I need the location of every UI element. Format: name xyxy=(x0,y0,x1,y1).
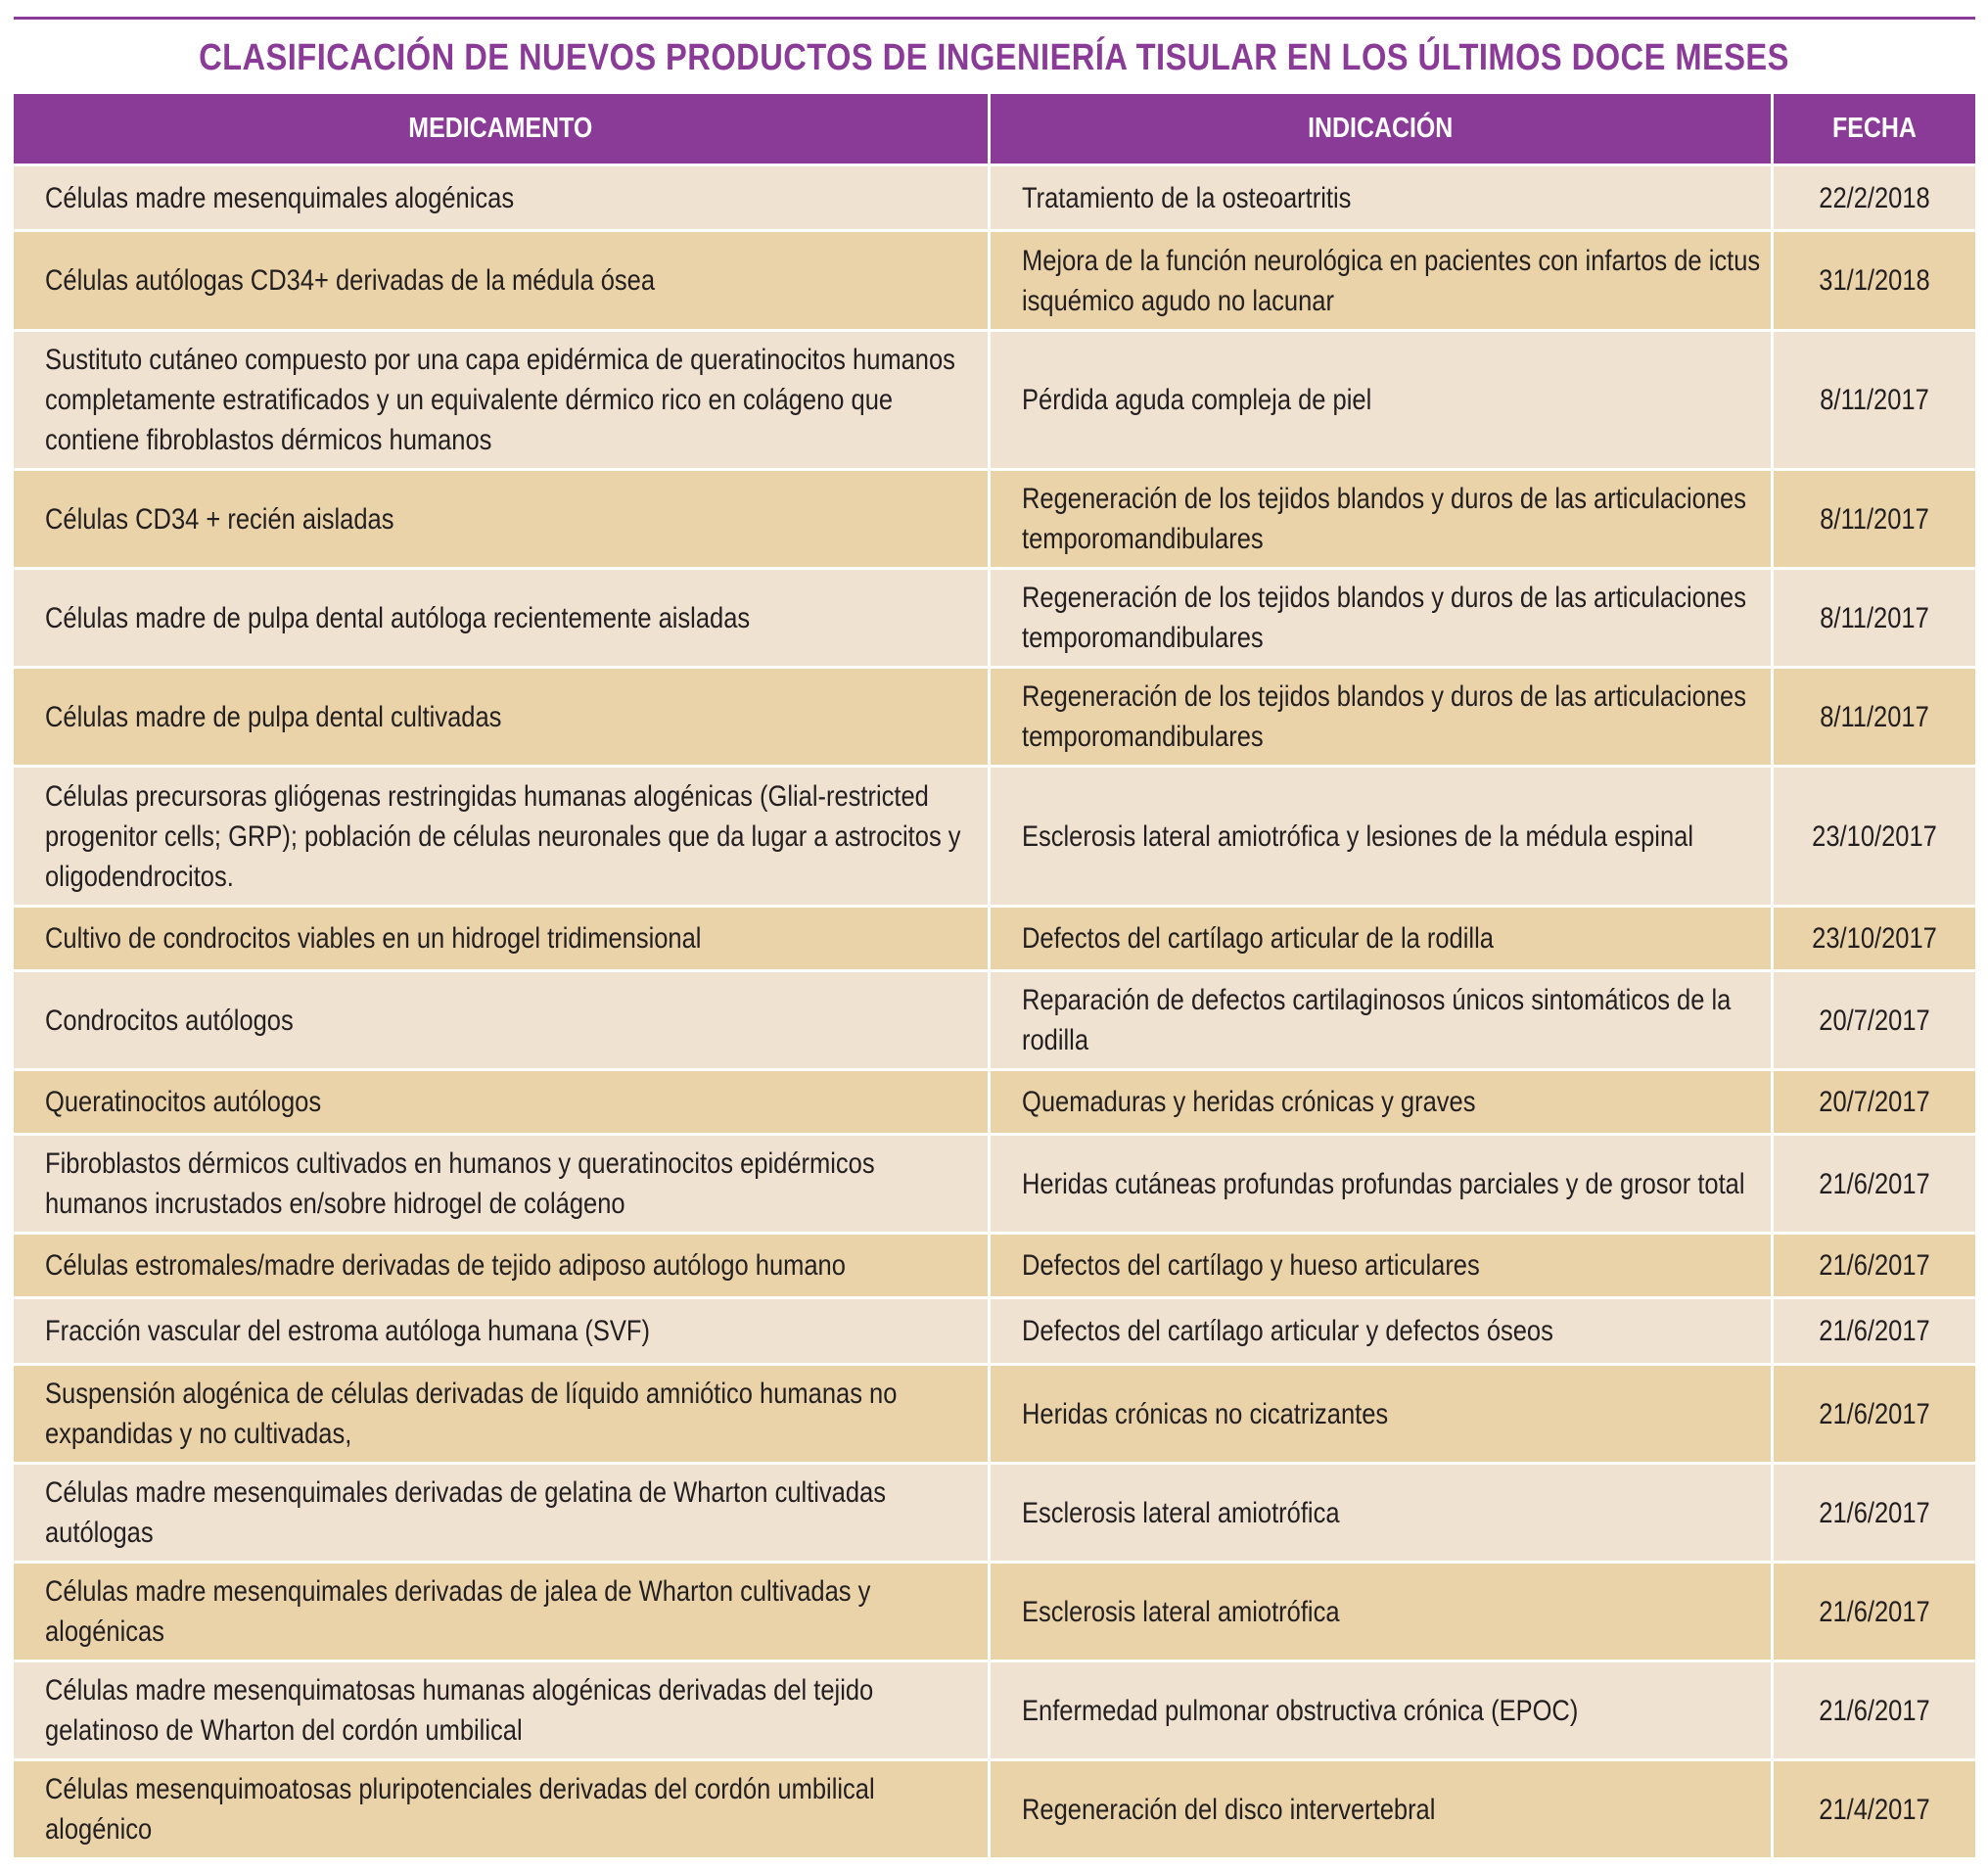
cell-text: Pérdida aguda compleja de piel xyxy=(1022,384,1372,416)
table-row xyxy=(14,1071,1975,1136)
header-indicacion-label: INDICACIÓN xyxy=(1308,113,1454,144)
cell-fecha xyxy=(1774,570,1975,669)
cell-indicacion xyxy=(991,1071,1774,1136)
cell-medicamento xyxy=(14,232,991,332)
cell-fecha xyxy=(1774,1564,1975,1662)
cell-text: Esclerosis lateral amiotrófica xyxy=(1022,1496,1340,1529)
cell-text: Queratinocitos autólogos xyxy=(45,1086,322,1118)
cell-medicamento xyxy=(14,1299,991,1366)
cell-text: Esclerosis lateral amiotrófica y lesiones de la médula espinal xyxy=(1022,819,1694,853)
table-row xyxy=(14,166,1975,232)
cell-text: Cultivo de condrocitos viables en un hidrogel tridimensional xyxy=(45,922,702,955)
table-row xyxy=(14,570,1975,669)
cell-indicacion xyxy=(991,166,1774,232)
cell-indicacion xyxy=(991,669,1774,768)
cell-text: Quemaduras y heridas crónicas y graves xyxy=(1022,1086,1476,1118)
cell-fecha xyxy=(1774,669,1975,768)
cell-fecha xyxy=(1774,1366,1975,1465)
cell-text: Células madre mesenquimales derivadas de gelatina de Wharton cultivadas autólogas xyxy=(45,1476,886,1549)
header-indicacion xyxy=(991,94,1774,166)
table-row xyxy=(14,471,1975,570)
cell-medicamento xyxy=(14,669,991,768)
cell-medicamento xyxy=(14,332,991,471)
cell-fecha xyxy=(1774,1761,1975,1860)
cell-text: Esclerosis lateral amiotrófica xyxy=(1022,1595,1340,1628)
cell-text: 8/11/2017 xyxy=(1820,601,1929,634)
cell-text: Células madre mesenquimales derivadas de jalea de Wharton cultivadas y alogénicas xyxy=(45,1575,871,1648)
cell-text: 20/7/2017 xyxy=(1819,1086,1930,1118)
cell-text: Reparación de defectos cartilaginosos únicos sintomáticos de la rodilla xyxy=(1022,984,1732,1056)
cell-text: Fibroblastos dérmicos cultivados en humanos y queratinocitos epidérmicos humanos incrustados en/sobre hidrogel de colágeno xyxy=(45,1147,875,1220)
cell-text: Fracción vascular del estroma autóloga humana (SVF) xyxy=(45,1315,650,1347)
cell-text: Células autólogas CD34+ derivadas de la médula ósea xyxy=(45,264,656,297)
table-row xyxy=(14,1465,1975,1564)
cell-fecha xyxy=(1774,232,1975,332)
cell-text: 21/6/2017 xyxy=(1819,1397,1930,1430)
cell-indicacion xyxy=(991,1564,1774,1662)
cell-text: Tratamiento de la osteoartritis xyxy=(1022,181,1352,214)
page-title: CLASIFICACIÓN DE NUEVOS PRODUCTOS DE INGENIERÍA TISULAR EN LOS ÚLTIMOS DOCE MESES xyxy=(199,37,1789,78)
cell-text: Heridas cutáneas profundas profundas parciales y de grosor total xyxy=(1022,1167,1745,1200)
cell-text: Células madre mesenquimales alogénicas xyxy=(45,181,515,214)
cell-fecha xyxy=(1774,1071,1975,1136)
cell-text: 23/10/2017 xyxy=(1812,922,1937,955)
products-table xyxy=(14,94,1975,1860)
cell-text: Células madre mesenquimatosas humanas alogénicas derivadas del tejido gelatinoso de Wharton del cordón umbilical xyxy=(45,1674,874,1747)
cell-medicamento xyxy=(14,908,991,972)
table-row xyxy=(14,1564,1975,1662)
cell-text: 8/11/2017 xyxy=(1820,384,1929,416)
cell-text: 21/4/2017 xyxy=(1819,1793,1930,1826)
cell-text: Regeneración del disco intervertebral xyxy=(1022,1793,1436,1826)
header-medicamento-label: MEDICAMENTO xyxy=(408,113,593,144)
cell-fecha xyxy=(1774,972,1975,1071)
cell-fecha xyxy=(1774,471,1975,570)
cell-fecha xyxy=(1774,908,1975,972)
cell-text: Condrocitos autólogos xyxy=(45,1004,294,1037)
cell-text: Células mesenquimoatosas pluripotenciales derivadas del cordón umbilical alogénico xyxy=(45,1773,875,1846)
cell-text: 23/10/2017 xyxy=(1812,819,1937,853)
cell-text: Regeneración de los tejidos blandos y duros de las articulaciones temporomandibulares xyxy=(1022,582,1746,654)
cell-indicacion xyxy=(991,1299,1774,1366)
cell-fecha xyxy=(1774,1299,1975,1366)
table-row xyxy=(14,332,1975,471)
cell-medicamento xyxy=(14,768,991,908)
header-medicamento xyxy=(14,94,991,166)
cell-text: 21/6/2017 xyxy=(1819,1315,1930,1347)
cell-medicamento xyxy=(14,1136,991,1235)
cell-fecha xyxy=(1774,1136,1975,1235)
cell-medicamento xyxy=(14,1071,991,1136)
cell-text: Suspensión alogénica de células derivadas de líquido amniótico humanas no expandidas y no cultivadas, xyxy=(45,1378,898,1450)
header-fecha xyxy=(1774,94,1975,166)
cell-text: Células estromales/madre derivadas de tejido adiposo autólogo humano xyxy=(45,1249,846,1282)
cell-indicacion xyxy=(991,232,1774,332)
cell-text: Regeneración de los tejidos blandos y duros de las articulaciones temporomandibulares xyxy=(1022,483,1746,555)
cell-medicamento xyxy=(14,166,991,232)
cell-indicacion xyxy=(991,570,1774,669)
table-row xyxy=(14,972,1975,1071)
cell-text: Defectos del cartílago articular de la rodilla xyxy=(1022,922,1494,955)
cell-text: Mejora de la función neurológica en pacientes con infartos de ictus isquémico agudo no lacunar xyxy=(1022,244,1761,317)
cell-fecha xyxy=(1774,1465,1975,1564)
cell-text: 21/6/2017 xyxy=(1819,1249,1930,1282)
cell-text: 31/1/2018 xyxy=(1819,264,1930,297)
cell-text: Células madre de pulpa dental cultivadas xyxy=(45,700,502,733)
cell-text: 22/2/2018 xyxy=(1819,181,1930,214)
cell-indicacion xyxy=(991,332,1774,471)
cell-medicamento xyxy=(14,972,991,1071)
cell-text: Sustituto cutáneo compuesto por una capa epidérmica de queratinocitos humanos completamente estratificados y un equivalente dérmico rico en colágeno que contiene fibroblastos dérmicos humanos xyxy=(45,344,955,456)
cell-text: Enfermedad pulmonar obstructiva crónica (EPOC) xyxy=(1022,1694,1579,1727)
cell-indicacion xyxy=(991,908,1774,972)
cell-fecha xyxy=(1774,166,1975,232)
table-body xyxy=(14,166,1975,1860)
cell-indicacion xyxy=(991,1366,1774,1465)
table-header xyxy=(14,94,1975,166)
cell-text: 21/6/2017 xyxy=(1819,1496,1930,1529)
cell-medicamento xyxy=(14,471,991,570)
cell-text: Defectos del cartílago y hueso articulares xyxy=(1022,1249,1480,1282)
cell-indicacion xyxy=(991,1136,1774,1235)
cell-indicacion xyxy=(991,1761,1774,1860)
cell-fecha xyxy=(1774,1662,1975,1761)
cell-text: Células madre de pulpa dental autóloga recientemente aisladas xyxy=(45,601,751,634)
table-row xyxy=(14,768,1975,908)
table-row xyxy=(14,1136,1975,1235)
cell-indicacion xyxy=(991,471,1774,570)
cell-text: 20/7/2017 xyxy=(1819,1004,1930,1037)
cell-text: 21/6/2017 xyxy=(1819,1694,1930,1727)
cell-medicamento xyxy=(14,1465,991,1564)
table-row xyxy=(14,1366,1975,1465)
cell-text: Defectos del cartílago articular y defectos óseos xyxy=(1022,1315,1553,1347)
table-row xyxy=(14,232,1975,332)
cell-text: Células precursoras gliógenas restringidas humanas alogénicas (Glial-restricted progenitor cells; GRP); población de células neuronales que da lugar a astrocitos y oligodendrocitos. xyxy=(45,779,961,893)
cell-medicamento xyxy=(14,1235,991,1299)
cell-indicacion xyxy=(991,768,1774,908)
table-row xyxy=(14,1662,1975,1761)
cell-medicamento xyxy=(14,570,991,669)
table-row xyxy=(14,908,1975,972)
cell-indicacion xyxy=(991,1465,1774,1564)
title-top-rule xyxy=(14,17,1975,20)
table-row xyxy=(14,669,1975,768)
cell-medicamento xyxy=(14,1761,991,1860)
cell-fecha xyxy=(1774,1235,1975,1299)
table-row xyxy=(14,1235,1975,1299)
cell-medicamento xyxy=(14,1564,991,1662)
cell-text: 8/11/2017 xyxy=(1820,502,1929,536)
cell-medicamento xyxy=(14,1662,991,1761)
table-row xyxy=(14,1761,1975,1860)
cell-indicacion xyxy=(991,1662,1774,1761)
cell-text: Regeneración de los tejidos blandos y duros de las articulaciones temporomandibulares xyxy=(1022,680,1746,753)
cell-indicacion xyxy=(991,972,1774,1071)
table-row xyxy=(14,1299,1975,1366)
header-fecha-label: FECHA xyxy=(1832,113,1917,144)
cell-fecha xyxy=(1774,768,1975,908)
cell-text: 21/6/2017 xyxy=(1819,1167,1930,1200)
cell-text: Heridas crónicas no cicatrizantes xyxy=(1022,1397,1389,1430)
cell-indicacion xyxy=(991,1235,1774,1299)
cell-fecha xyxy=(1774,332,1975,471)
cell-text: Células CD34 + recién aisladas xyxy=(45,502,394,536)
cell-text: 21/6/2017 xyxy=(1819,1595,1930,1628)
header-row xyxy=(14,94,1975,166)
cell-text: 8/11/2017 xyxy=(1820,700,1929,733)
cell-medicamento xyxy=(14,1366,991,1465)
